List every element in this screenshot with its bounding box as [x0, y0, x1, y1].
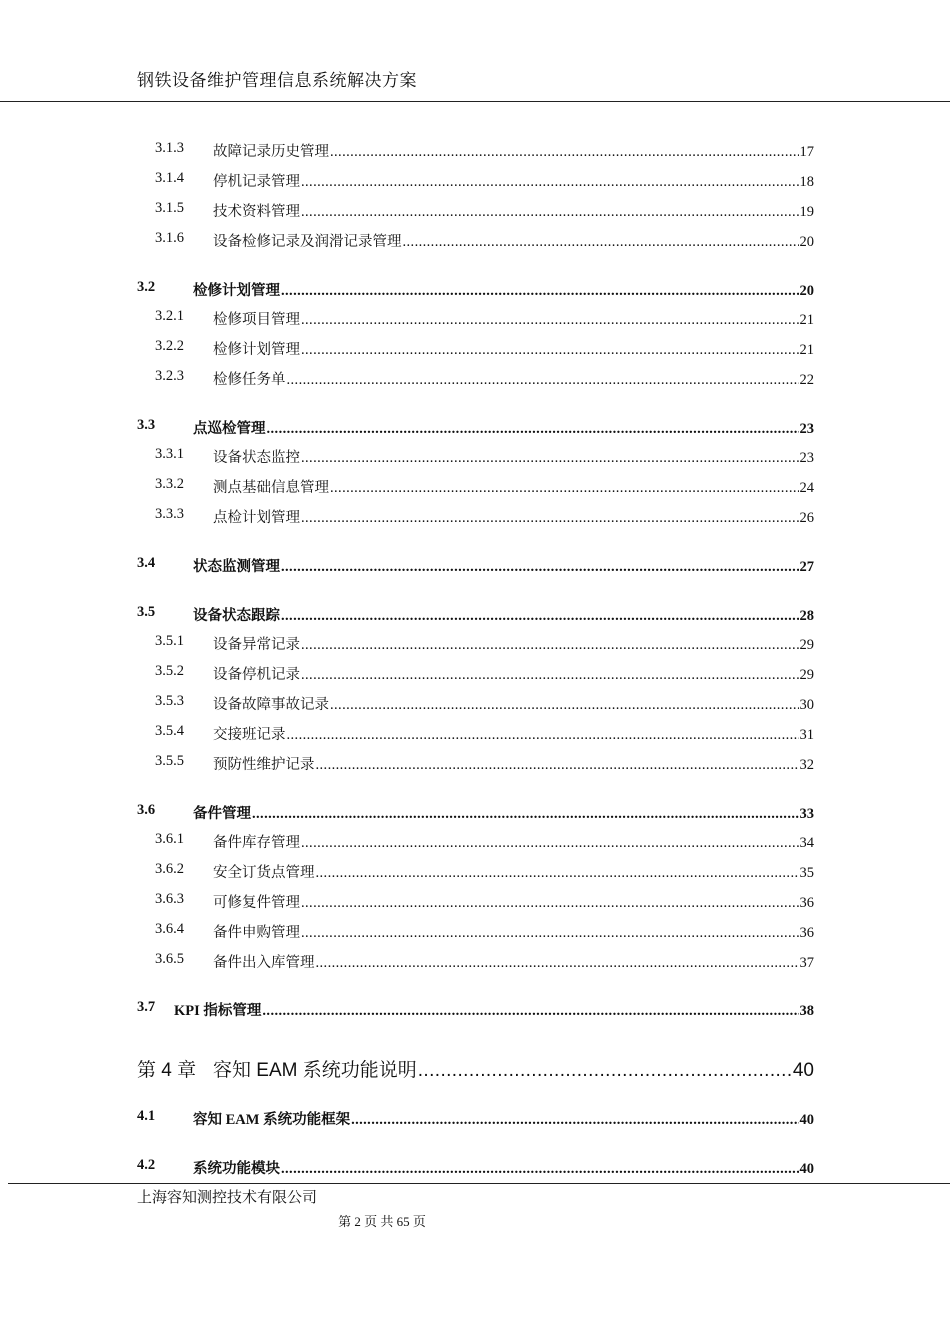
toc-entry-title: 备件库存管理	[213, 835, 300, 851]
toc-dot-leader	[267, 421, 799, 438]
toc-entry-page-number: 17	[799, 144, 814, 160]
toc-dot-leader	[316, 865, 799, 882]
toc-entry[interactable]	[0, 693, 950, 715]
toc-dot-leader	[287, 372, 799, 389]
toc-dot-leader	[301, 204, 799, 221]
toc-entry-number: 3.1.3	[155, 140, 184, 156]
toc-entry-page-number: 37	[799, 955, 814, 971]
toc-entry[interactable]	[0, 446, 950, 468]
toc-entry[interactable]	[0, 723, 950, 745]
toc-entry-page-number: 40	[799, 1112, 814, 1128]
footer-page-number: 第 2 页 共 65 页	[338, 1214, 426, 1229]
toc-entry-number: 3.1.5	[155, 200, 184, 216]
toc-entry[interactable]	[0, 633, 950, 655]
toc-entry-number: 3.6.1	[155, 831, 184, 847]
toc-entry-page-number: 23	[799, 421, 814, 437]
toc-entry-title: 检修计划管理	[193, 283, 280, 299]
toc-entry-number: 3.5.4	[155, 723, 184, 739]
toc-entry-title: 系统功能模块	[193, 1161, 280, 1177]
toc-entry[interactable]	[0, 140, 950, 162]
toc-entry-page-number: 22	[799, 372, 814, 388]
toc-entry-number: 3.1.4	[155, 170, 184, 186]
toc-entry-page-number: 35	[799, 865, 814, 881]
toc-entry-title: 状态监测管理	[193, 559, 280, 575]
toc-dot-leader	[252, 806, 799, 823]
toc-entry[interactable]	[0, 861, 950, 883]
toc-entry-title: 检修任务单	[213, 372, 286, 388]
toc-dot-leader	[287, 727, 799, 744]
toc-entry-number: 3.3.3	[155, 506, 184, 522]
toc-entry-page-number: 29	[799, 667, 814, 683]
toc-entry-number: 3.2.1	[155, 308, 184, 324]
toc-entry[interactable]	[0, 368, 950, 390]
toc-dot-leader	[262, 1003, 798, 1020]
toc-entry-title: 备件申购管理	[213, 925, 300, 941]
toc-entry-number: 3.6.2	[155, 861, 184, 877]
toc-entry-title: 备件出入库管理	[213, 955, 315, 971]
toc-entry-title: 故障记录历史管理	[213, 144, 329, 160]
toc-dot-leader	[281, 608, 799, 625]
toc-entry[interactable]	[0, 1157, 950, 1179]
toc-entry-number: 3.6	[137, 802, 156, 818]
toc-entry-title: 安全订货点管理	[213, 865, 315, 881]
toc-entry-title: 容知 EAM 系统功能说明	[213, 1060, 417, 1081]
toc-entry-page-number: 23	[799, 450, 814, 466]
toc-dot-leader	[403, 234, 799, 251]
toc-entry-title: 预防性维护记录	[213, 757, 315, 773]
toc-entry-page-number: 19	[799, 204, 814, 220]
toc-entry-number: 3.4	[137, 555, 156, 571]
toc-entry-number: 3.3.2	[155, 476, 184, 492]
toc-dot-leader	[301, 835, 799, 852]
toc-entry[interactable]	[0, 891, 950, 913]
toc-entry-number: 3.6.3	[155, 891, 184, 907]
toc-entry[interactable]	[0, 279, 950, 301]
toc-entry-page-number: 27	[799, 559, 814, 575]
toc-dot-leader	[418, 1060, 792, 1082]
toc-entry-page-number: 38	[799, 1003, 814, 1019]
toc-entry-page-number: 33	[799, 806, 814, 822]
toc-dot-leader	[316, 955, 799, 972]
toc-entry-number: 3.6.4	[155, 921, 184, 937]
toc-dot-leader	[330, 480, 799, 497]
toc-entry-number: 3.2.3	[155, 368, 184, 384]
toc-entry-title: 设备状态跟踪	[193, 608, 280, 624]
toc-entry-number: 3.5.5	[155, 753, 184, 769]
toc-dot-leader	[316, 757, 799, 774]
toc-dot-leader	[281, 283, 799, 300]
toc-entry-title: 容知 EAM 系统功能框架	[193, 1112, 351, 1128]
toc-entry-page-number: 28	[799, 608, 814, 624]
toc-entry-page-number: 24	[799, 480, 814, 496]
toc-entry[interactable]	[0, 338, 950, 360]
toc-entry-page-number: 40	[799, 1161, 814, 1177]
toc-entry-title: 点巡检管理	[193, 421, 266, 437]
toc-entry-title: 可修复件管理	[213, 895, 300, 911]
toc-entry-page-number: 29	[799, 637, 814, 653]
page-header-title: 钢铁设备维护管理信息系统解决方案	[137, 71, 417, 90]
toc-entry[interactable]	[0, 476, 950, 498]
toc-entry-number: 3.1.6	[155, 230, 184, 246]
toc-entry-page-number: 32	[799, 757, 814, 773]
toc-entry[interactable]	[0, 753, 950, 775]
toc-entry[interactable]	[0, 604, 950, 626]
toc-entry-page-number: 31	[799, 727, 814, 743]
toc-entry[interactable]	[0, 1055, 950, 1083]
toc-dot-leader	[301, 667, 799, 684]
toc-entry-page-number: 20	[799, 283, 814, 299]
toc-entry[interactable]	[0, 921, 950, 943]
toc-entry-title: 设备检修记录及润滑记录管理	[213, 234, 402, 250]
toc-entry[interactable]	[0, 200, 950, 222]
toc-dot-leader	[330, 144, 799, 161]
toc-entry-title: 测点基础信息管理	[213, 480, 329, 496]
toc-entry-title: 备件管理	[193, 806, 251, 822]
toc-entry-title: 设备故障事故记录	[213, 697, 329, 713]
footer-rule	[8, 1183, 950, 1184]
toc-entry-title: 检修项目管理	[213, 312, 300, 328]
toc-dot-leader	[351, 1112, 798, 1129]
toc-dot-leader	[281, 559, 799, 576]
toc-entry-number: 3.7	[137, 999, 156, 1015]
toc-entry-title: 检修计划管理	[213, 342, 300, 358]
toc-entry-number: 3.5.2	[155, 663, 184, 679]
toc-entry-page-number: 34	[799, 835, 814, 851]
toc-entry-number: 3.5	[137, 604, 156, 620]
toc-entry-page-number: 18	[799, 174, 814, 190]
toc-entry[interactable]	[0, 170, 950, 192]
toc-dot-leader	[301, 450, 799, 467]
toc-entry[interactable]	[0, 663, 950, 685]
toc-entry-page-number: 21	[799, 312, 814, 328]
toc-entry[interactable]	[0, 308, 950, 330]
toc-dot-leader	[330, 697, 799, 714]
toc-entry-page-number: 40	[792, 1060, 814, 1081]
toc-dot-leader	[301, 342, 799, 359]
toc-entry-title: KPI 指标管理	[174, 1003, 262, 1019]
toc-entry-number: 3.5.1	[155, 633, 184, 649]
toc-entry-page-number: 30	[799, 697, 814, 713]
toc-dot-leader	[301, 312, 799, 329]
toc-entry-title: 点检计划管理	[213, 510, 300, 526]
toc-dot-leader	[301, 637, 799, 654]
toc-dot-leader	[301, 895, 799, 912]
toc-entry[interactable]	[0, 1108, 950, 1130]
toc-entry[interactable]	[0, 999, 950, 1021]
toc-entry-title: 停机记录管理	[213, 174, 300, 190]
toc-entry[interactable]	[0, 506, 950, 528]
toc-entry[interactable]	[0, 230, 950, 252]
toc-entry-number: 4.1	[137, 1108, 156, 1124]
toc-entry-title: 交接班记录	[213, 727, 286, 743]
toc-entry-title: 设备状态监控	[213, 450, 300, 466]
toc-entry-page-number: 36	[799, 895, 814, 911]
toc-entry-title: 技术资料管理	[213, 204, 300, 220]
toc-entry-page-number: 20	[799, 234, 814, 250]
toc-entry-number: 3.2	[137, 279, 156, 295]
toc-entry-title: 设备异常记录	[213, 637, 300, 653]
toc-dot-leader	[301, 174, 799, 191]
toc-entry[interactable]	[0, 555, 950, 577]
toc-entry-number: 3.3	[137, 417, 156, 433]
toc-dot-leader	[281, 1161, 799, 1178]
toc-entry[interactable]	[0, 951, 950, 973]
toc-entry-page-number: 21	[799, 342, 814, 358]
footer-company-name: 上海容知测控技术有限公司	[137, 1190, 318, 1206]
toc-entry-page-number: 26	[799, 510, 814, 526]
toc-entry-page-number: 36	[799, 925, 814, 941]
toc-entry-number: 3.3.1	[155, 446, 184, 462]
toc-entry-number: 3.2.2	[155, 338, 184, 354]
toc-entry-number: 第 4 章	[137, 1060, 197, 1081]
toc-entry[interactable]	[0, 831, 950, 853]
toc-entry[interactable]	[0, 417, 950, 439]
toc-dot-leader	[301, 925, 799, 942]
toc-entry-number: 3.5.3	[155, 693, 184, 709]
toc-entry[interactable]	[0, 802, 950, 824]
toc-entry-title: 设备停机记录	[213, 667, 300, 683]
toc-entry-number: 3.6.5	[155, 951, 184, 967]
toc-entry-number: 4.2	[137, 1157, 156, 1173]
toc-dot-leader	[301, 510, 799, 527]
